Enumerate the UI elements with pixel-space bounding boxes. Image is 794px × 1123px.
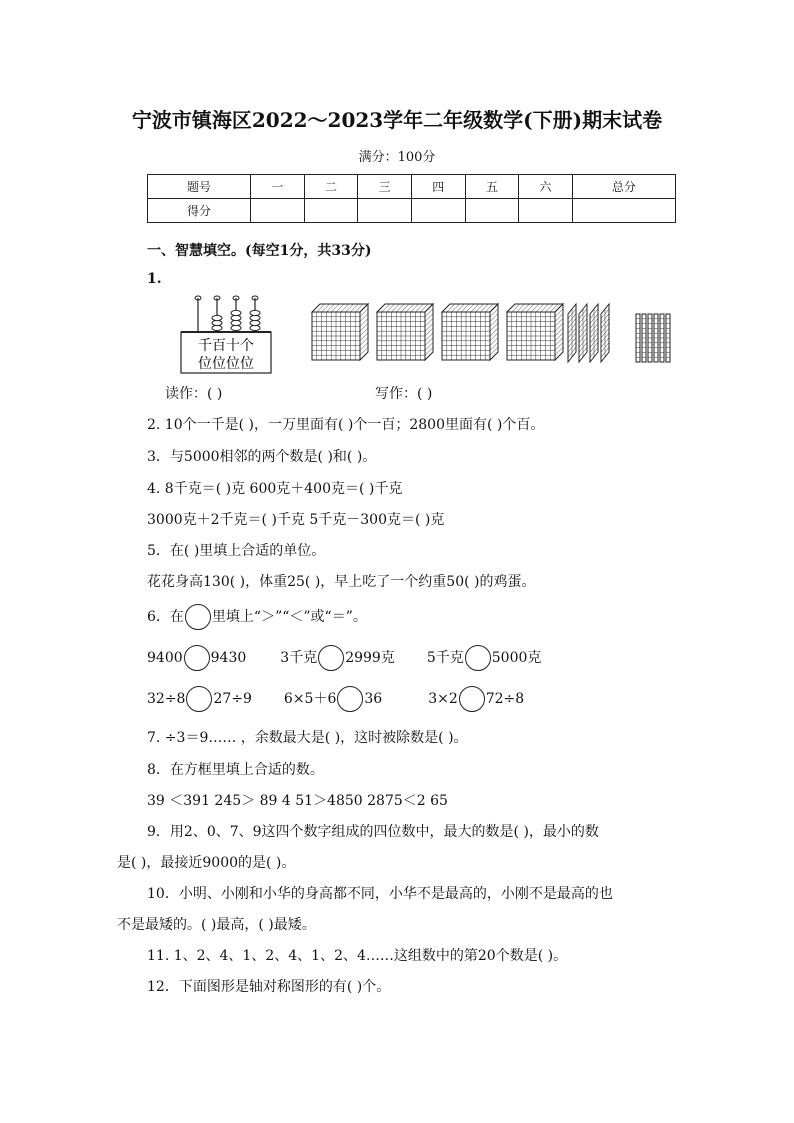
score-cell: 二 (304, 175, 358, 199)
score-cell: 一 (251, 175, 305, 199)
hundred-flat-icon (568, 304, 576, 362)
score-input-cell[interactable] (519, 199, 573, 223)
hundred-flat-icon (590, 304, 598, 362)
score-input-cell[interactable] (358, 199, 412, 223)
hundred-flat-icon (579, 304, 587, 362)
compare-right: 27÷9 (213, 691, 252, 707)
full-marks: 满分：100分 (358, 150, 436, 165)
abacus-figure (180, 294, 272, 374)
compare-circle-blank[interactable] (318, 645, 344, 671)
compare-circle-blank[interactable] (459, 686, 485, 712)
question-10-line-2: 不是最矮的。( )最高，( )最矮。 (117, 917, 316, 933)
compare-right: 5000克 (491, 650, 542, 666)
score-cell: 四 (411, 175, 465, 199)
thousand-cube-icon (442, 304, 498, 360)
question-1-number: 1. (147, 271, 162, 287)
compare-right: 2999克 (345, 650, 395, 666)
compare-left: 3千克 (280, 650, 318, 666)
score-table-header-row (148, 175, 676, 199)
question-1-read-blank[interactable]: 读作：( ) (165, 386, 223, 402)
question-8-line-2: 39 ＜391 245＞ 89 4 51＞4850 2875＜2 65 (147, 793, 448, 809)
question-3: 3．与5000相邻的两个数是( )和( )。 (147, 449, 377, 465)
compare-right: 72÷8 (485, 691, 525, 707)
question-5: 5．在( )里填上合适的单位。 (147, 543, 326, 559)
compare-left: 5千克 (426, 650, 464, 666)
compare-right: 9430 (210, 650, 247, 666)
compare-circle-icon (185, 604, 211, 630)
compare-circle-blank[interactable] (465, 645, 491, 671)
question-12: 12．下面图形是轴对称图形的有( )个。 (147, 979, 391, 995)
compare-left: 9400 (147, 650, 183, 666)
compare-circle-blank[interactable] (337, 686, 363, 712)
abacus-place-labels-bottom: 位位位位 (198, 356, 254, 372)
section-heading: 一、智慧填空。(每空1分，共33分) (147, 243, 372, 259)
score-table (147, 174, 676, 223)
score-cell: 三 (358, 175, 412, 199)
question-6-suffix: 里填上“＞”“＜”或“＝”。 (211, 609, 367, 625)
score-cell: 题号 (148, 175, 251, 199)
base-ten-blocks-figure (310, 300, 674, 370)
ten-rod-icon (660, 314, 664, 362)
question-1-write-blank[interactable]: 写作：( ) (375, 386, 433, 402)
score-cell: 五 (465, 175, 519, 199)
score-input-cell[interactable] (304, 199, 358, 223)
compare-right: 36 (364, 691, 383, 707)
question-9-line-1: 9．用2、0、7、9这四个数字组成的四位数中，最大的数是( )，最小的数 (147, 824, 599, 840)
compare-circle-blank[interactable] (186, 686, 212, 712)
score-input-cell[interactable] (465, 199, 519, 223)
ten-rod-icon (648, 314, 652, 362)
score-input-cell[interactable] (572, 199, 675, 223)
compare-left: 32÷8 (147, 691, 186, 707)
compare-left: 6×5＋6 (283, 691, 337, 707)
question-4-line-2: 3000克＋2千克＝( )千克 5千克－300克＝( )克 (147, 512, 445, 528)
question-8: 8．在方框里填上合适的数。 (147, 762, 324, 778)
page-title: 宁波市镇海区2022～2023学年二年级数学(下册)期末试卷 (131, 108, 663, 132)
abacus-place-labels-top: 千百十个 (198, 338, 254, 354)
ten-rod-icon (636, 314, 640, 362)
question-2: 2. 10个一千是( )，一万里面有( )个一百；2800里面有( )个百。 (147, 417, 545, 433)
score-table-score-row (148, 199, 676, 223)
question-9-line-2: 是( )，最接近9000的是( )。 (117, 855, 296, 871)
thousand-cube-icon (312, 304, 368, 360)
score-input-cell[interactable] (411, 199, 465, 223)
ten-rod-icon (654, 314, 658, 362)
ten-rod-icon (642, 314, 646, 362)
score-cell: 总分 (572, 175, 675, 199)
compare-left: 3×2 (428, 691, 458, 707)
question-7: 7. ÷3＝9…… ，余数最大是( )，这时被除数是( )。 (147, 730, 468, 746)
hundred-flat-icon (601, 304, 609, 362)
score-cell: 得分 (148, 199, 251, 223)
question-6-prefix: 6．在 (147, 609, 184, 625)
question-6 (147, 603, 367, 631)
score-input-cell[interactable] (251, 199, 305, 223)
question-10-line-1: 10．小明、小刚和小华的身高都不同，小华不是最高的，小刚不是最高的也 (147, 886, 613, 902)
thousand-cube-icon (377, 304, 433, 360)
thousand-cube-icon (507, 304, 563, 360)
question-6-row-1 (147, 644, 541, 672)
ten-rod-icon (666, 314, 670, 362)
question-11: 11. 1、2、4、1、2、4、1、2、4……这组数中的第20个数是( )。 (147, 948, 568, 964)
question-4-line-1: 4. 8千克＝( )克 600克＋400克＝( )千克 (147, 481, 403, 497)
question-5-line-2: 花花身高130( )，体重25( )，早上吃了一个约重50( )的鸡蛋。 (147, 574, 536, 590)
question-6-row-2 (147, 685, 524, 713)
score-cell: 六 (519, 175, 573, 199)
compare-circle-blank[interactable] (184, 645, 210, 671)
